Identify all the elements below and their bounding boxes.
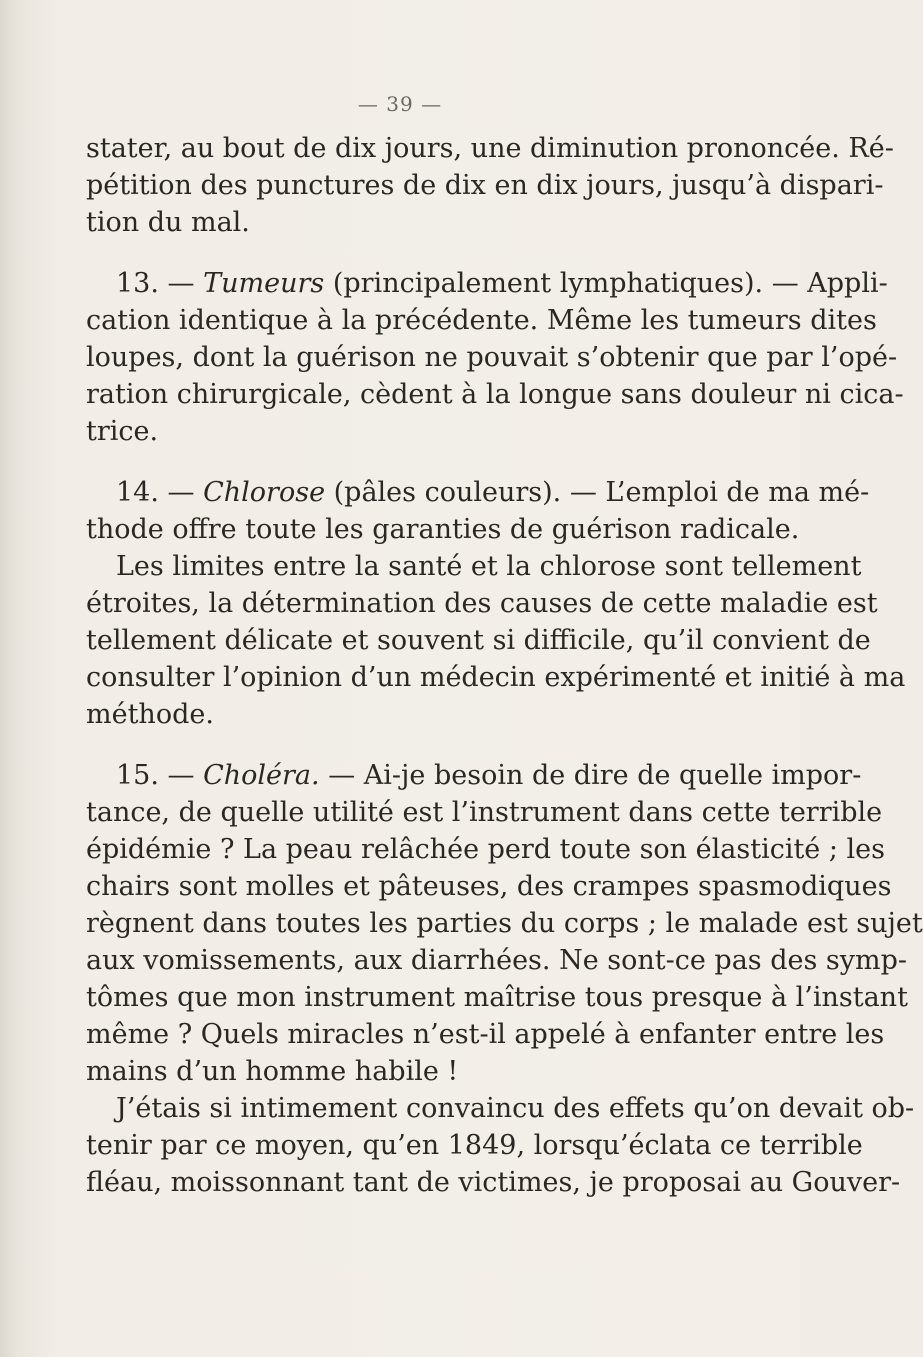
section-title-cholera: Choléra. (203, 760, 320, 791)
text-line: même ? Quels miracles n’est-il appelé à enfanter entre les (86, 1019, 885, 1050)
text-line: consulter l’opinion d’un médecin expérimenté et initié à ma (86, 662, 906, 693)
text-line: J’étais si intimement convaincu des effets qu’on devait ob- (116, 1093, 915, 1124)
text-line: fléau, moissonnant tant de victimes, je proposai au Gouver- (86, 1167, 901, 1198)
section-heading-line: 15. — Choléra. — Ai-je besoin de dire de quelle impor- (116, 760, 862, 791)
text-line: ration chirurgicale, cèdent à la longue sans douleur ni cica- (86, 379, 904, 410)
text-line: tance, de quelle utilité est l’instrument dans cette terrible (86, 797, 883, 828)
text-line: tenir par ce moyen, qu’en 1849, lorsqu’éclata ce terrible (86, 1130, 863, 1161)
text-line: aux vomissements, aux diarrhées. Ne sont-ce pas des symp- (86, 945, 908, 976)
text-line: tion du mal. (86, 207, 250, 238)
section-title-chlorose: Chlorose (203, 477, 326, 508)
page-number: — 39 — (357, 92, 443, 116)
text-line: pétition des punctures de dix en dix jours, jusqu’à dispari- (86, 170, 884, 201)
text-line: tellement délicate et souvent si difficile, qu’il convient de (86, 625, 871, 656)
text-line: loupes, dont la guérison ne pouvait s’obtenir que par l’opé- (86, 342, 898, 373)
text-line: mains d’un homme habile ! (86, 1056, 459, 1087)
text-line: règnent dans toutes les parties du corps ; le malade est sujet (86, 908, 923, 939)
text-line: thode offre toute les garanties de guérison radicale. (86, 514, 800, 545)
text-line: chairs sont molles et pâteuses, des crampes spasmodiques (86, 871, 892, 902)
text-line: stater, au bout de dix jours, une diminution prononcée. Ré- (86, 133, 894, 164)
text-line: trice. (86, 416, 159, 447)
text-line: cation identique à la précédente. Même les tumeurs dites (86, 305, 877, 336)
section-title-tumeurs: Tumeurs (203, 268, 325, 299)
text-line: Les limites entre la santé et la chlorose sont tellement (116, 551, 862, 582)
section-heading-line: 14. — Chlorose (pâles couleurs). — L’emploi de ma mé- (116, 477, 870, 508)
text-line: tômes que mon instrument maîtrise tous presque à l’instant (86, 982, 908, 1013)
text-line: méthode. (86, 699, 214, 730)
body-text (86, 130, 923, 1201)
text-line: étroites, la détermination des causes de cette maladie est (86, 588, 878, 619)
section-heading-line: 13. — Tumeurs (principalement lymphatiques). — Appli- (116, 268, 888, 299)
text-line: épidémie ? La peau relâchée perd toute son élasticité ; les (86, 834, 886, 865)
